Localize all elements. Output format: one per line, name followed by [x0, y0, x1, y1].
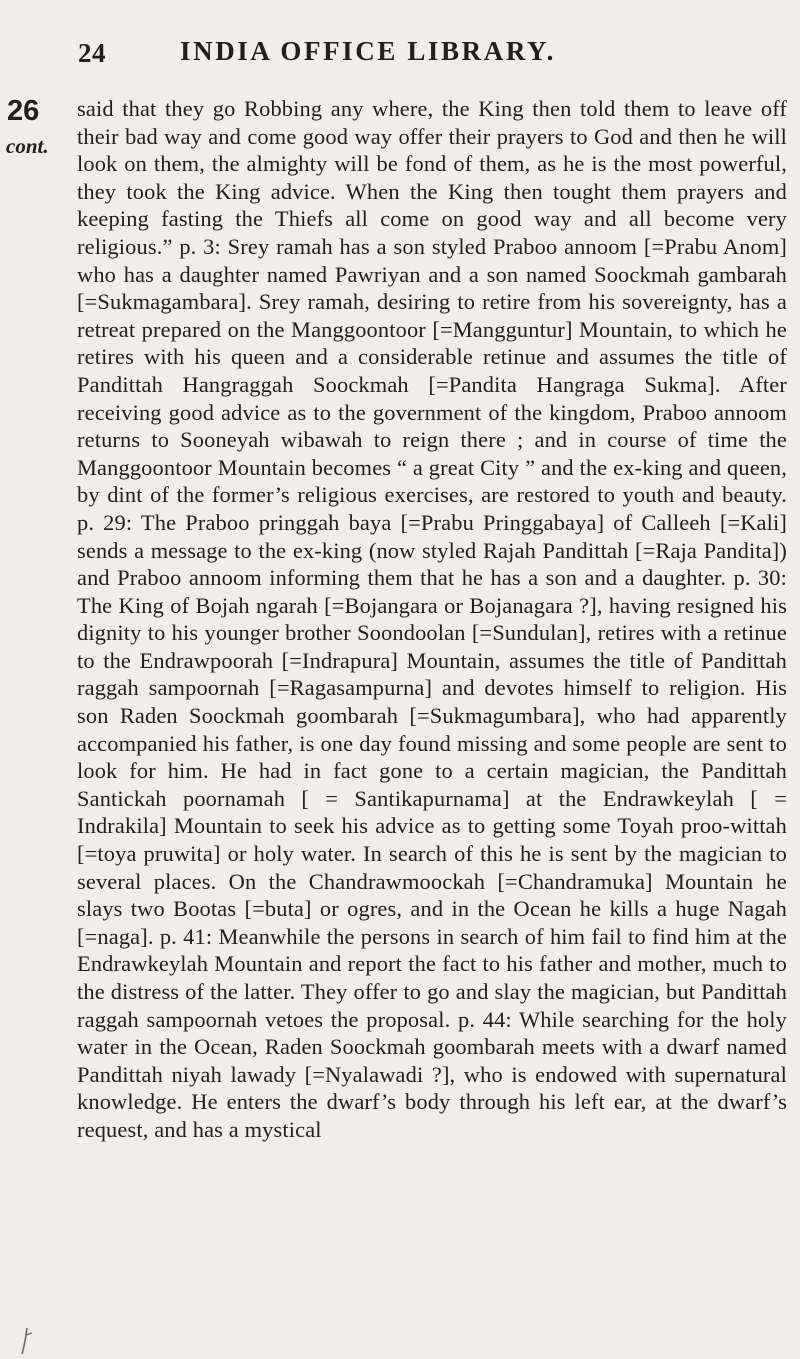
entry-number: 26 — [7, 95, 40, 127]
running-head — [0, 30, 800, 80]
entry-continuation-label: cont. — [6, 134, 49, 158]
running-title: INDIA OFFICE LIBRARY. — [180, 36, 556, 66]
entry-body-text: said that they go Robbing any where, the King then told them to leave off their bad way and come good way offer their prayers to God and then he will look on them, the almighty will be fond of them, as he is the most powerful, they took the King advice. When the King then tought them prayers and keeping fasting the Thiefs all come on good way and all become very religious.” p. 3: Srey ramah has a son styled Praboo annoom [=Prabu Anom] who has a daughter named Pawriyan and a son named Soockmah gambarah [=Sukmagambara]. Srey ramah, desiring to retire from his sovereignty, has a retreat prepared on the Manggoontoor [=Mangguntur] Mountain, to which he retires with his queen and a considerable retinue and assumes the title of Pandittah Hangraggah Soockmah [=Pandita Hangraga Sukma]. After receiving good advice as to the government of the kingdom, Praboo annoom returns to Sooneyah wibawah to reign there ; and in course of time the Manggoontoor Mountain becomes “ a great City ” and the ex-king and queen, by dint of the former’s religious exercises, are restored to youth and beauty. p. 29: The Praboo pringgah baya [=Prabu Pringgabaya] of Calleeh [=Kali] sends a message to the ex-king (now styled Rajah Pandittah [=Raja Pandita]) and Praboo annoom informing them that he has a son and a daughter. p. 30: The King of Bojah ngarah [=Bojangara or Bojanagara ?], having resigned his dignity to his younger brother Soondoolan [=Sundulan], retires with a retinue to the Endrawpoorah [=Indrapura] Mountain, assumes the title of Pandittah raggah sampoornah [=Ragasampurna] and devotes himself to religion. His son Raden Soockmah goombarah [=Sukmagumbara], who had apparently accompanied his father, is one day found missing and some people are sent to look for him. He had in fact gone to a certain magician, the Pandittah Santickah poornamah [ = Santikapurnama] at the Endrawkeylah [ = Indrakila] Mountain to seek his advice as to getting some Toyah proo-wittah [=toya pruwita] or holy water. In search of this he is sent by the magician to several places. On the Chandrawmoockah [=Chandramuka] Mountain he slays two Bootas [=buta] or ogres, and in the Ocean he kills a huge Nagah [=naga]. p. 41: Meanwhile the persons in search of him fail to find him at the Endrawkeylah Mountain and report the fact to his father and mother, much to the distress of the latter. They offer to go and slay the magician, but Pandittah raggah sampoornah vetoes the proposal. p. 44: While searching for the holy water in the Ocean, Raden Soockmah goombarah meets with a dwarf named Pandittah niyah lawady [=Nyalawadi ?], who is endowed with supernatural knowledge. He enters the dwarf’s body through his left ear, at the dwarf’s request, and has a mystical — [77, 96, 787, 1142]
pencil-margin-mark-icon — [17, 1326, 39, 1356]
page-number: 24 — [78, 38, 106, 68]
